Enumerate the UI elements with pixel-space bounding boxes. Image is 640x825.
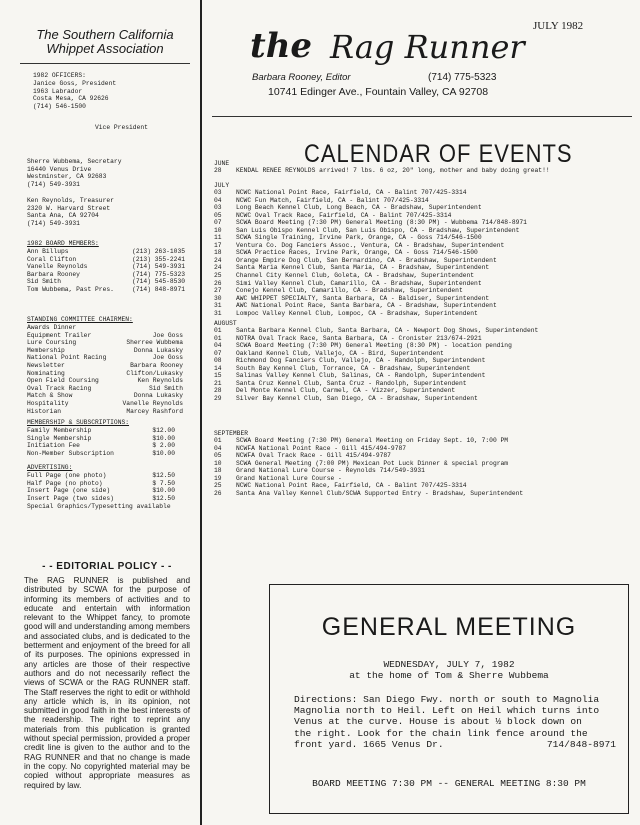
event-day: 31: [214, 309, 222, 317]
event-day: 03: [214, 189, 222, 196]
advertising-row-label: Insert Page (one side): [27, 487, 111, 495]
event-text: Simi Valley Kennel Club, Camarillo, CA - Bradshaw, Superintendent: [236, 279, 482, 287]
directions-phone: 714/848-8971: [546, 738, 616, 750]
board-member: [27, 263, 185, 271]
general-meeting-title: GENERAL MEETING: [321, 613, 577, 641]
event-day: 31: [214, 302, 222, 310]
event-text: SCWA Practice Races, Irvine Park, Orange, CA - Goss 714/546-1500: [236, 249, 478, 257]
committee-row: [27, 408, 183, 416]
calendar-title: CALENDAR OF EVENTS: [304, 139, 573, 168]
event-day: 01: [214, 334, 222, 342]
advertising-row-label: Insert Page (two sides): [27, 494, 114, 502]
directions-text: Directions: San Diego Fwy. north or south to Magnolia: [294, 694, 600, 705]
committee-row-label: Equipment Trailer: [27, 331, 92, 339]
events-july: [214, 189, 527, 317]
event-text: NCWFA Oval Track Race - Gill 415/494-9787: [236, 452, 391, 460]
advertising-row: [27, 487, 175, 495]
board-member: [27, 278, 185, 286]
event-day: 04: [214, 444, 222, 452]
event-day: 26: [214, 279, 222, 287]
event-day: 03: [214, 204, 222, 212]
board-member: [27, 256, 185, 264]
event-day: 14: [214, 364, 222, 372]
board-list: [27, 248, 185, 294]
board-member-label: Sid Smith: [27, 278, 62, 286]
membership-row-label: Non-Member Subscription: [27, 449, 114, 457]
masthead-the: the: [250, 26, 313, 66]
committee-row: [27, 362, 183, 370]
event-day: 07: [214, 349, 222, 357]
board-member-label: Barbara Rooney: [27, 270, 80, 278]
membership-row: [27, 442, 175, 450]
masthead-rule: [212, 116, 632, 117]
committee-row-value: Joe Goss: [152, 331, 183, 339]
event-day: 25: [214, 272, 222, 280]
event-text: Del Monte Kennel Club, Carmel, CA - Vizzer, Superintendent: [236, 387, 456, 395]
event-text: AWC National Point Race, Santa Barbara, CA - Bradshaw, Superintendent: [236, 302, 497, 310]
board-member-value: (213) 263-1035: [132, 248, 185, 255]
event-item: [214, 335, 538, 343]
event-item: [214, 327, 538, 335]
event-text: SCWA General Meeting (7:00 PM) Mexican Pot Luck Dinner & special program: [236, 459, 509, 467]
committee-row: [27, 400, 183, 408]
committee-list: [27, 324, 183, 415]
committee-row: [27, 385, 183, 393]
event-item: [214, 350, 538, 358]
advertising-row-value: $ 7.50: [152, 479, 175, 487]
event-item: [214, 295, 527, 303]
membership-row: [27, 450, 175, 458]
event-day: 30: [214, 294, 222, 302]
column-divider: [200, 0, 202, 825]
event-day: 28: [214, 387, 222, 395]
event-day: 18: [214, 467, 222, 475]
event-item: [214, 219, 527, 227]
event-item: [214, 467, 523, 475]
committee-row-label: Match & Show: [27, 392, 73, 400]
treasurer-block: Ken Reynolds, Treasurer 2320 W. Harvard Street Santa Ana, CA 92704 (714) 549-3931: [27, 197, 114, 227]
board-member-value: (714) 549-3931: [132, 263, 185, 271]
event-text: NCWFA National Point Race - Gill 415/494-9787: [236, 444, 407, 452]
committee-row-value: Sherree Wubbema: [126, 339, 183, 347]
editor-address: 10741 Edinger Ave., Fountain Valley, CA 92708: [268, 86, 489, 98]
event-text: NOTRA Oval Track Race, Santa Barbara, CA - Cronister 213/674-2921: [236, 334, 482, 342]
event-day: 01: [214, 437, 222, 444]
event-day: 29: [214, 394, 222, 402]
event-day: 17: [214, 241, 222, 249]
event-item: [214, 234, 527, 242]
committee-row-label: Oval Track Racing: [27, 384, 92, 392]
event-day: 27: [214, 287, 222, 295]
secretary-block: Sherre Wubbema, Secretary 16440 Venus Drive Westminster, CA 92683 (714) 549-3931: [27, 158, 122, 188]
committee-row: [27, 332, 183, 340]
event-item: [214, 302, 527, 310]
advertising-row-value: $12.50: [152, 494, 175, 502]
event-text: Orange Empire Dog Club, San Bernardino, CA - Bradshaw, Superintendent: [236, 256, 497, 264]
event-day: 25: [214, 482, 222, 490]
board-member-label: Vanelle Reynolds: [27, 263, 88, 271]
policy-title: - - EDITORIAL POLICY - -: [42, 561, 172, 572]
committee-row-value: Clifton/Lukasky: [126, 369, 183, 377]
event-day: 05: [214, 211, 222, 219]
event-day: 04: [214, 342, 222, 350]
event-item: [214, 257, 527, 265]
event-item: [214, 445, 523, 453]
event-item: [214, 490, 523, 498]
event-item: [214, 482, 523, 490]
event-day: 24: [214, 264, 222, 272]
event-day: 15: [214, 372, 222, 380]
issue-date: JULY 1982: [533, 20, 584, 32]
board-member-value: (714) 848-8971: [132, 285, 185, 293]
event-text: KENDAL RENEE REYNOLDS arrived! 7 lbs. 6 oz, 20" long, mother and baby doing great!!: [236, 167, 550, 174]
committee-row: [27, 354, 183, 362]
event-item: [214, 189, 527, 197]
event-item: [214, 280, 527, 288]
policy-text: The RAG RUNNER is published and distributed by SCWA for the purpose of informing its members of activities and to educate and entertain with information relevant to the Whippet fancy, to promote good will and understanding among members and associated clubs, and is dedicated to the betterment and enjoyment of the breed for all of its purposes. The opinions expressed in any articles are those of their respective authors and do not necessarily reflect the views of SCWA or the RAG RUNNER staff. The Staff reserves the right to edit or withhold any article which is, in its opinion, not submitted in good faith in the best interests of the readership. The right to reprint any materials from this publication is granted without special permission, provided a proper credit line is given to the author and to the RAG RUNNER and that no change is made in the copy. No copyrighted material may be copied without appropriate measures as required by law.: [24, 576, 190, 790]
committee-row-value: Marcey Rashford: [126, 407, 183, 415]
event-item: [214, 264, 527, 272]
event-item: [214, 197, 527, 205]
sidebar: [0, 0, 195, 825]
month-july: JULY: [214, 182, 230, 189]
directions-line: [294, 728, 616, 739]
event-text: San Luis Obispo Kennel Club, San Luis Obispo, CA - Bradshaw, Superintendent: [236, 226, 520, 234]
board-member-label: Ann Billups: [27, 248, 69, 255]
advertising-list: [27, 472, 175, 502]
event-item: [214, 380, 538, 388]
event-day: 08: [214, 357, 222, 365]
events-august: [214, 327, 538, 402]
event-day: 19: [214, 474, 222, 482]
general-meeting-when: [270, 659, 628, 681]
event-day: 11: [214, 234, 222, 242]
editor-phone: (714) 775-5323: [428, 72, 497, 83]
committee-row-label: Hospitality: [27, 399, 69, 407]
committee-row-label: Awards Dinner: [27, 324, 77, 331]
event-item: [214, 365, 538, 373]
general-meeting-directions: [294, 694, 616, 750]
committee-row: [27, 324, 183, 332]
editor-name: Barbara Rooney, Editor: [252, 72, 351, 83]
directions-line: [294, 694, 616, 705]
event-day: 05: [214, 452, 222, 460]
directions-line: [294, 705, 616, 716]
event-text: AWC WHIPPET SPECIALTY, Santa Barbara, CA - Baldiser, Superintendent: [236, 294, 490, 302]
event-text: NCWC National Point Race, Fairfield, CA - Balint 707/425-3314: [236, 189, 467, 196]
committee-row: [27, 370, 183, 378]
event-text: Oakland Kennel Club, Vallejo, CA - Bird, Superintendent: [236, 349, 444, 357]
association-name: The Southern California Whippet Association: [36, 27, 174, 56]
event-item: [214, 387, 538, 395]
committee-row-value: Barbara Rooney: [130, 361, 183, 369]
events-september: [214, 437, 523, 497]
committee-row-label: National Point Racing: [27, 354, 107, 362]
event-day: 04: [214, 196, 222, 204]
event-item: [214, 204, 527, 212]
event-day: 28: [214, 167, 222, 174]
board-member-label: Tom Wubbema, Past Pres.: [27, 285, 114, 293]
event-day: 26: [214, 489, 222, 497]
board-member: [27, 248, 185, 256]
committee-row-value: Ken Reynolds: [137, 377, 183, 385]
membership-row-label: Initiation Fee: [27, 442, 80, 450]
membership-row-label: Single Membership: [27, 434, 92, 442]
month-september: SEPTEMBER: [214, 430, 249, 437]
event-text: NCWC National Point Race, Fairfield, CA - Balint 707/425-3314: [236, 482, 467, 490]
membership-row: [27, 427, 175, 435]
event-text: Santa Barbara Kennel Club, Santa Barbara, CA - Newport Dog Shows, Superintendent: [236, 327, 539, 334]
committee-row-label: Nominating: [27, 369, 65, 377]
month-august: AUGUST: [214, 320, 237, 327]
event-text: Santa Ana Valley Kennel Club/SCWA Supported Entry - Bradshaw, Superintendent: [236, 489, 524, 497]
event-text: SCWA Board Meeting (7:30 PM) General Meeting (8:30 PM) - Wubbema 714/848-8971: [236, 219, 527, 227]
membership-row-value: $12.00: [152, 427, 175, 434]
directions-text: the right. Look for the chain link fence around the: [294, 727, 588, 739]
event-text: Ventura Co. Dog Fanciers Assoc., Ventura, CA - Bradshaw, Superintendent: [236, 241, 505, 249]
event-text: Grand National Lure Course - Reynolds 714/549-3931: [236, 467, 425, 475]
event-item: [214, 310, 527, 318]
advertising-row-label: Half Page (no photo): [27, 479, 103, 487]
event-item: [214, 452, 523, 460]
event-text: NCWC Oval Track Race, Fairfield, CA - Balint 707/425-3314: [236, 211, 452, 219]
board-member-value: (213) 355-2241: [132, 255, 185, 263]
committee-row-label: Lure Coursing: [27, 339, 77, 347]
advertising-row: [27, 480, 175, 488]
event-item: [214, 342, 538, 350]
committee-row: [27, 392, 183, 400]
directions-line: [294, 716, 616, 727]
event-item: [214, 249, 527, 257]
event-text: Santa Cruz Kennel Club, Santa Cruz - Randolph, Superintendent: [236, 379, 467, 387]
advertising-row-label: Full Page (one photo): [27, 472, 107, 479]
event-text: Santa Maria Kennel Club, Santa Maria, CA - Bradshaw, Superintendent: [236, 264, 490, 272]
event-text: Conejo Kennel Club, Camarillo, CA - Bradshaw, Superintendent: [236, 287, 463, 295]
event-text: NCWC Fun Match, Fairfield, CA - Balint 707/425-3314: [236, 196, 429, 204]
committee-row-value: Donna Lukasky: [133, 346, 183, 354]
directions-text: Magnolia north to Heil. Left on Heil which turns into: [294, 705, 600, 717]
directions-line: [294, 739, 616, 750]
event-day: 07: [214, 219, 222, 227]
event-item: [214, 287, 527, 295]
event-item: [214, 242, 527, 250]
event-item: [214, 372, 538, 380]
membership-list: [27, 427, 175, 457]
event-item: [214, 227, 527, 235]
committee-row-label: Open Field Coursing: [27, 377, 99, 385]
general-meeting-footer: BOARD MEETING 7:30 PM -- GENERAL MEETING 8:30 PM: [312, 778, 586, 789]
event-day: 18: [214, 249, 222, 257]
membership-row-value: $10.00: [152, 434, 175, 442]
event-item: [214, 460, 523, 468]
membership-row: [27, 435, 175, 443]
committee-row-label: Membership: [27, 346, 65, 354]
event-item: [214, 272, 527, 280]
event-day: 10: [214, 226, 222, 234]
board-member: [27, 271, 185, 279]
general-meeting-date: WEDNESDAY, JULY 7, 1982: [383, 659, 515, 670]
committees-heading: STANDING COMMITTEE CHAIRMEN:: [27, 316, 133, 323]
event-day: 21: [214, 379, 222, 387]
event-item: [214, 475, 523, 483]
directions-text: Venus at the curve. House is about ½ block down on: [294, 716, 582, 728]
committee-row: [27, 377, 183, 385]
general-meeting-location: at the home of Tom & Sherre Wubbema: [349, 670, 549, 681]
board-member-label: Coral Clifton: [27, 255, 77, 263]
board-member-value: (714) 545-8530: [132, 278, 185, 286]
event-day: 01: [214, 327, 222, 334]
event-day: 24: [214, 256, 222, 264]
advertising-row: [27, 495, 175, 503]
event-item: [214, 212, 527, 220]
board-member-value: (714) 775-5323: [132, 270, 185, 278]
events-june: [214, 167, 550, 175]
advertising-note: Special Graphics/Typesetting available: [27, 503, 171, 510]
advertising-row: [27, 472, 175, 480]
divider: [20, 63, 190, 64]
event-item: [214, 357, 538, 365]
event-text: Long Beach Kennel Club, Long Beach, CA - Bradshaw, Superintendent: [236, 204, 482, 212]
event-text: Richmond Dog Fanciers Club, Vallejo, CA - Randolph, Superintendent: [236, 357, 486, 365]
general-meeting-box: [269, 584, 629, 814]
event-item: [214, 395, 538, 403]
event-text: Channel City Kennel Club, Goleta, CA - Bradshaw, Superintendent: [236, 272, 475, 280]
committee-row-label: Historian: [27, 407, 62, 415]
event-text: Salinas Valley Kennel Club, Salinas, CA - Randolph, Superintendent: [236, 372, 486, 380]
committee-row-value: Donna Lukasky: [133, 392, 183, 400]
advertising-heading: ADVERTISING:: [27, 464, 73, 471]
committee-row-value: Vanelle Reynolds: [122, 399, 183, 407]
event-text: South Bay Kennel Club, Torrance, CA - Bradshaw, Superintendent: [236, 364, 471, 372]
event-text: SCWA Single Training, Irvine Park, Orange, CA - Goss 714/546-1500: [236, 234, 482, 242]
directions-text: front yard. 1665 Venus Dr.: [294, 738, 444, 750]
event-text: Silver Bay Kennel Club, San Diego, CA - Bradshaw, Superintendent: [236, 394, 478, 402]
committee-row: [27, 339, 183, 347]
vice-president: Vice President: [95, 124, 148, 131]
board-heading: 1982 BOARD MEMBERS:: [27, 240, 99, 247]
month-june: JUNE: [214, 160, 230, 167]
officers-heading: 1982 OFFICERS:: [33, 72, 86, 79]
event-day: 10: [214, 459, 222, 467]
membership-row-value: $ 2.00: [152, 442, 175, 450]
masthead-title: Rag Runner: [330, 28, 525, 66]
event-text: Lompoc Valley Kennel Club, Lompoc, CA - Bradshaw, Superintendent: [236, 309, 478, 317]
event-text: SCWA Board Meeting (7:30 PM) General Meeting (8:30 PM) - location pending: [236, 342, 512, 350]
membership-row-label: Family Membership: [27, 427, 92, 434]
committee-row-value: Sid Smith: [148, 384, 183, 392]
membership-heading: MEMBERSHIP & SUBSCRIPTIONS:: [27, 419, 130, 426]
event-text: SCWA Board Meeting (7:30 PM) General Meeting on Friday Sept. 10, 7:00 PM: [236, 437, 509, 444]
committee-row: [27, 347, 183, 355]
committee-row-value: Joe Goss: [152, 354, 183, 362]
event-item: [214, 167, 550, 175]
membership-row-value: $10.00: [152, 449, 175, 457]
committee-row-label: Newsletter: [27, 361, 65, 369]
event-item: [214, 437, 523, 445]
event-text: Grand National Lure Course -: [236, 474, 342, 482]
advertising-row-value: $12.50: [152, 472, 175, 479]
board-member: [27, 286, 185, 294]
advertising-row-value: $10.00: [152, 487, 175, 495]
president-block: Janice Goss, President 1963 Labrador Costa Mesa, CA 92626 (714) 546-1500: [33, 80, 117, 110]
